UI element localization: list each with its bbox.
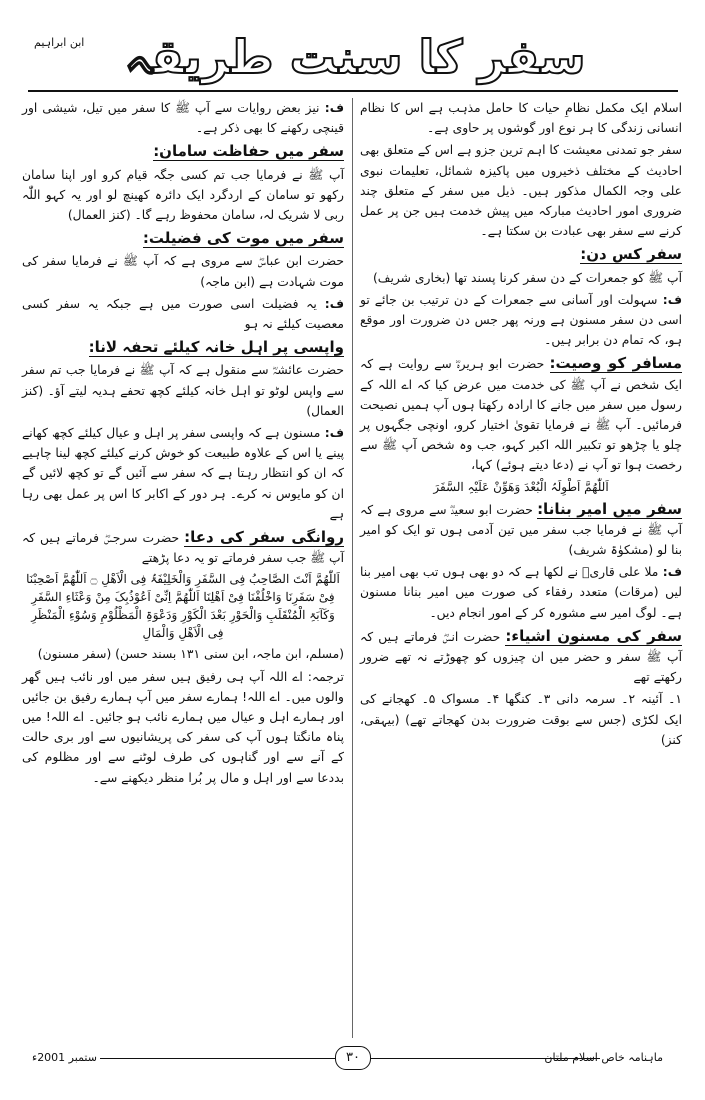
section-heading <box>550 354 683 372</box>
paragraph <box>22 644 344 664</box>
note-label: ف: <box>319 101 344 115</box>
section-heading <box>537 500 682 518</box>
paragraph-text: ملا علی قاریؒ نے لکھا ہے کہ دو بھی ہوں تب بھی امیر بنا لیں (مرقات) متعدد رفقاء کی صورت میں امیر بنانا مسنون ہے۔ لوگ امیر سے مشورہ کر کے امور انجام دیں۔ <box>360 565 682 620</box>
paragraph <box>22 294 344 334</box>
paragraph-text: یہ فضیلت اسی صورت میں ہے جبکہ یہ سفر کسی معصیت کیلئے نہ ہو <box>22 296 344 332</box>
paragraph-text: آپ ﷺ کو جمعرات کے دن سفر کرنا پسند تھا (بخاری شریف) <box>372 270 682 285</box>
note-label: ف: <box>316 296 344 311</box>
paragraph <box>22 251 344 291</box>
paragraph-text: ترجمہ: اے اللہ آپ ہی رفیق ہیں سفر میں اور نائب ہیں گھر والوں میں۔ اے اللہ! ہمارے سفر میں آپ ہمارے رفیق بن جائیں اور ہمارے اہل و عیال میں ہمارے نائب ہو جائیں۔ اے اللہ! میں پناہ مانگتا ہوں آپ کی سفر کی پریشانیوں سے اور بری حالت کے آنے سے اور گناہوں کی طرف لوٹنے سے اور مظلوم کی بددعا سے اور اہل و مال پر بُرا منظر دیکھنے سے۔ <box>22 669 344 785</box>
section-heading-text: سفر میں موت کی فضیلت: <box>142 229 344 248</box>
section-heading <box>143 229 344 247</box>
section-text: حضرت ابو سعیدؓ سے مروی ہے کہ آپ ﷺ نے فرمایا جب سفر میں تین آدمی ہوں تو ایک کو امیر بنا لو (مشکوٰۃ شریف) <box>360 502 682 558</box>
section-heading-text: سفر کس دن: <box>580 245 682 264</box>
note-label: ف: <box>657 292 682 307</box>
issue-date: ستمبر 2001ء <box>32 1051 97 1064</box>
paragraph <box>360 98 682 138</box>
paragraph <box>22 165 344 226</box>
section-block <box>22 227 344 249</box>
arabic-dua: اَللّٰھُمَّ اَطْوِلَہُ الْبُعْدَ وَھَوِّنْ عَلَیْہِ السَّفَرَ <box>433 479 609 494</box>
section-heading-text: مسافر کو وصیت: <box>549 354 682 373</box>
section-block <box>22 140 344 162</box>
author-name: ابن ابراہیم <box>34 36 85 49</box>
section-block <box>360 498 682 561</box>
magazine-name: ماہنامہ خاص اسلام ملتان <box>544 1051 663 1064</box>
section-block <box>22 336 344 358</box>
paragraph <box>360 290 682 351</box>
column-divider <box>352 98 353 1038</box>
section-heading-text: سفر میں امیر بنانا: <box>537 499 682 518</box>
paragraph <box>22 667 344 788</box>
section-heading <box>184 528 344 546</box>
paragraph-text: سفر جو تمدنی معیشت کا اہم ترین جزو ہے اس کے متعلق بھی احادیث کے مختلف ذخیروں میں پاکیزہ شمائل، تعلیمات نبوی علی وجہ الکمال مذکور ہیں۔ ذیل میں سفر کے متعلق چند ضروری امور احادیث مبارکہ میں پیش خدمت ہیں جن پر عمل کرنے سے سفر بھی عبادت بن سکتا ہے۔ <box>360 143 682 239</box>
paragraph <box>360 562 682 623</box>
section-heading-text: سفر میں حفاظت سامان: <box>153 142 344 161</box>
section-text: حضرت سرجسؓ فرماتے ہیں کہ آپ ﷺ جب سفر فرماتے تو یہ دعا پڑھتے <box>22 531 344 566</box>
page-number: ۳۰ <box>335 1046 371 1070</box>
paragraph <box>360 140 682 241</box>
section-heading-text: سفر کی مسنون اشیاء: <box>505 626 683 645</box>
arabic-dua: اَللّٰھُمَّ اَنْتَ الصَّاحِبُ فِی السَّفَرِ وَالْخَلِیْفَۃُ فِی الْاَھْلِ ۝ اَللّٰھُمَّ اَصْحِبْنَا فِیْ سَفَرِنَا وَاخْلُفْنَا فِیْ اَھْلِنَا اَللّٰھُمَّ اِنِّیْ اَعُوْذُبِکَ مِنْ وَعْثَاءِ السَّفَرِ وَکَآبَۃِ الْمُنْقَلَبِ وَالْحَوْرِ بَعْدَ الْکَوْرِ وَدَعْوَۃِ الْمَظْلُوْمِ وَسُوْءِ الْمَنْظَرِ فِی الْاَھْلِ وَالْمَالِ <box>26 572 340 641</box>
paragraph <box>22 98 344 138</box>
paragraph-text: مسنون ہے کہ واپسی سفر پر اہل و عیال کیلئے کچھ کھانے پینے یا اس کے علاوہ طبیعت کو خوش کرنے کیلئے کچھ لینا چاہیے کہ ان کو انتظار رہتا ہے کہ سفر سے آئیں گے تو کچھ لائیں گے ان کو مایوس نہ کرے۔ ہر دور کے اکابر کا اس پر عمل بھی رہا ہے <box>22 426 344 521</box>
note-label: ف: <box>320 426 344 441</box>
paragraph <box>22 423 344 524</box>
paragraph-text: نیز بعض روایات سے آپ ﷺ کا سفر میں تیل، شیشی اور قینچی رکھنے کا بھی ذکر ہے۔ <box>22 101 344 136</box>
section-heading <box>580 245 682 263</box>
title-underline <box>28 90 678 92</box>
paragraph-text: حضرت عائشہؓ سے منقول ہے کہ آپ ﷺ نے فرمایا جب تم سفر سے واپس لوٹو تو اہل خانہ کیلئے کچھ تحفے ہدیہ لیتے آؤ۔ (کنز العمال) <box>22 363 344 418</box>
paragraph-text: اسلام ایک مکمل نظامِ حیات کا حامل مذہب ہے اس کا نظام انسانی زندگی کا ہر نوع اور گوشوں پر حاوی ہے۔ <box>360 101 682 136</box>
note-label: ف: <box>658 565 682 580</box>
section-heading <box>505 627 682 645</box>
section-block <box>22 526 344 568</box>
paragraph-text: سہولت اور آسانی سے جمعرات کے دن ترتیب بن جائے تو اسی دن سفر مسنون ہے ورنہ پھر جس دن ضرورت اور موقع ہو، کہ تمام دن برابر ہیں۔ <box>360 292 682 348</box>
section-text: حضرت ابو ہریرہؓ سے روایت ہے کہ ایک شخص نے آپ ﷺ کی خدمت میں عرض کیا کہ اے اللہ کے رسول میں سفر میں جانے کا ارادہ رکھتا ہوں آپ ہمیں نصیحت فرمائیں۔ آپ ﷺ نے فرمایا تقویٰ اختیار کرو، اونچی جگہوں پر چلو یا چڑھو تو تکبیر اللہ اکبر کہو، جب وہ شخص آپ ﷺ سے رخصت ہوا تو آپ نے (دعا دیتے ہوئے) کہا، <box>360 357 682 473</box>
paragraph <box>360 689 682 750</box>
section-heading <box>89 338 344 356</box>
paragraph-text: ۱۔ آئینہ ۲۔ سرمہ دانی ۳۔ کنگھا ۴۔ مسواک ۵۔ کھجانے کی ایک لکڑی (جس سے بوقت ضرورت بدن کھجاتے تھے) (بیہقی، کنز) <box>360 692 682 747</box>
page-title: سفر کا سنت طریقہ <box>124 30 586 84</box>
left-column <box>22 98 344 790</box>
paragraph-text: حضرت ابن عباسؓ سے مروی ہے کہ آپ ﷺ نے فرمایا سفر کی موت شہادت ہے (ابن ماجہ) <box>22 254 344 289</box>
section-block <box>360 243 682 265</box>
paragraph-text: (مسلم، ابن ماجہ، ابن سنی ۱۳۱ بسند حسن) (سفر مسنون) <box>37 647 344 662</box>
paragraph-text: آپ ﷺ نے فرمایا جب تم کسی جگہ قیام کرو اور اپنا سامان رکھو تو سامان کے اردگرد ایک دائرہ کھینچ لو اور یہ کہو اللّٰہ ربی لا شریک لہ، سامان محفوظ رہے گا۔ (کنز العمال) <box>22 167 344 223</box>
section-block <box>360 625 682 688</box>
section-heading-text: روانگی سفر کی دعا: <box>184 528 345 547</box>
right-column <box>360 98 682 752</box>
section-text: حضرت انسؓ فرماتے ہیں کہ آپ ﷺ سفر و حضر میں ان چیزوں کو چھوڑتے نہ تھے ضرور رکھتے تھے <box>360 629 682 685</box>
paragraph <box>22 360 344 421</box>
section-block <box>360 352 682 475</box>
section-heading-text: واپسی پر اہل خانہ کیلئے تحفہ لانا: <box>88 338 344 357</box>
paragraph <box>360 268 682 288</box>
section-heading <box>153 142 344 160</box>
